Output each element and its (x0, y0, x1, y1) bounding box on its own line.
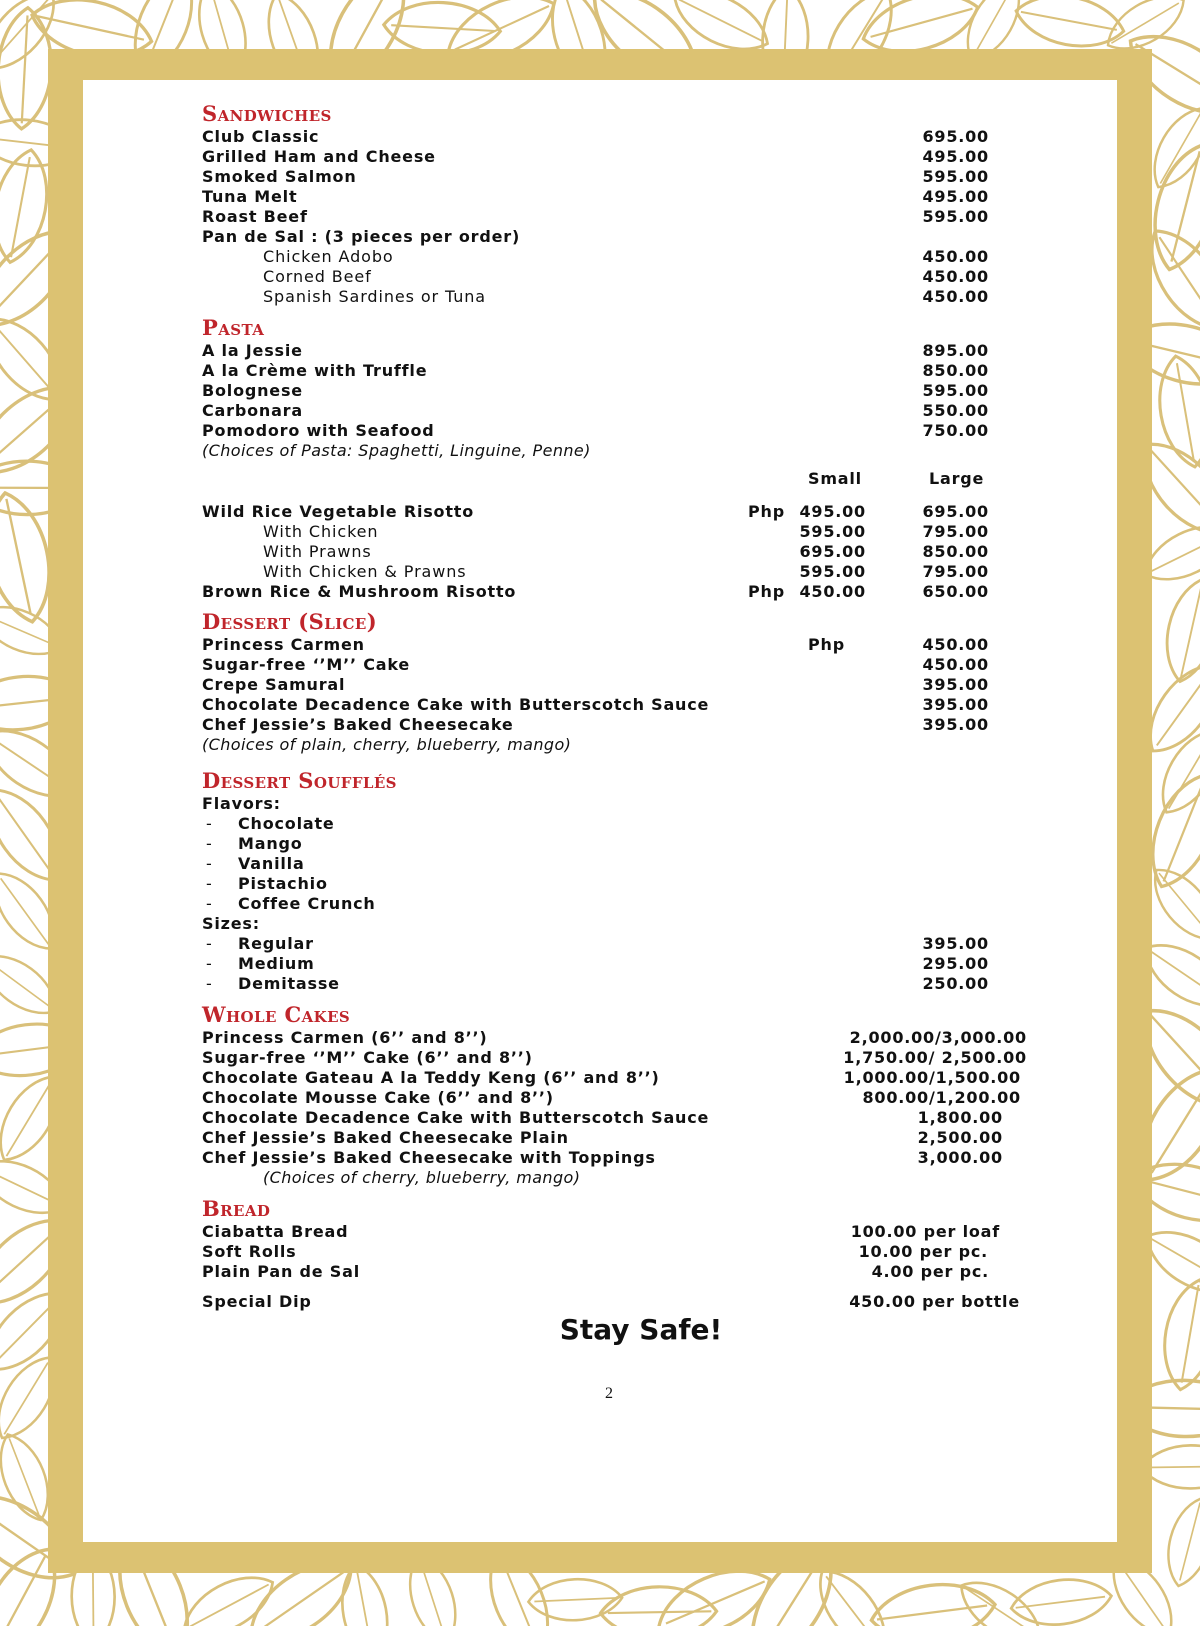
menu-item-name: Special Dip (202, 1292, 312, 1311)
menu-item-name: A la Jessie (202, 341, 303, 360)
menu-item-price: 295.00 (922, 954, 989, 973)
menu-item-name: Pan de Sal : (3 pieces per order) (202, 227, 521, 246)
menu-item-price: 450.00 (922, 267, 989, 286)
menu-item-price: 1,800.00 (917, 1108, 1003, 1127)
menu-item-price: 850.00 (922, 361, 989, 380)
menu-item-name: Pomodoro with Seafood (202, 421, 435, 440)
currency-label: Php (748, 582, 785, 601)
menu-item-price: 395.00 (922, 675, 989, 694)
menu-item-price: 10.00 per pc. (858, 1242, 988, 1261)
section-title-dessert-slice: Dessert (Slice) (202, 609, 378, 634)
menu-item-name: Chocolate Decadence Cake with Butterscotch Sauce (202, 695, 710, 714)
menu-item-price: 4.00 per pc. (871, 1262, 989, 1281)
list-dash: - (206, 814, 213, 833)
sizes-label: Sizes: (202, 914, 260, 933)
section-title-sandwiches: Sandwiches (202, 101, 332, 126)
flavors-label: Flavors: (202, 794, 281, 813)
list-dash: - (206, 974, 213, 993)
page-number: 2 (605, 1385, 613, 1402)
menu-item-name: Ciabatta Bread (202, 1222, 349, 1241)
menu-note: (Choices of Pasta: Spaghetti, Linguine, Penne) (202, 441, 591, 460)
menu-item-name: Chef Jessie’s Baked Cheesecake Plain (202, 1128, 569, 1147)
price-small: 695.00 (799, 542, 866, 561)
menu-item-name: Grilled Ham and Cheese (202, 147, 436, 166)
menu-item-price: 695.00 (922, 127, 989, 146)
list-dash: - (206, 834, 213, 853)
column-header-large: Large (929, 469, 985, 488)
menu-item-price: 450.00 (922, 635, 989, 654)
menu-item-name: Plain Pan de Sal (202, 1262, 360, 1281)
menu-item-name: Bolognese (202, 381, 303, 400)
menu-item-price: 250.00 (922, 974, 989, 993)
menu-subitem-name: Corned Beef (263, 267, 372, 286)
menu-item-price: 895.00 (922, 341, 989, 360)
menu-item-price: 1,750.00/ 2,500.00 (843, 1048, 1027, 1067)
price-large: 795.00 (922, 562, 989, 581)
menu-item-price: 750.00 (922, 421, 989, 440)
menu-item-name: Sugar-free ‘’M’’ Cake (6’’ and 8’’) (202, 1048, 533, 1067)
menu-item-name: Chef Jessie’s Baked Cheesecake with Toppings (202, 1148, 656, 1167)
menu-item-price: 2,000.00/3,000.00 (849, 1028, 1027, 1047)
list-dash: - (206, 934, 213, 953)
menu-note: (Choices of plain, cherry, blueberry, mango) (202, 735, 572, 754)
menu-subitem-name: Spanish Sardines or Tuna (263, 287, 487, 306)
menu-item-name: Princess Carmen (6’’ and 8’’) (202, 1028, 488, 1047)
menu-item-name: Soft Rolls (202, 1242, 297, 1261)
menu-item-price: 100.00 per loaf (850, 1222, 1000, 1241)
column-header-small: Small (808, 469, 862, 488)
section-title-bread: Bread (202, 1196, 271, 1221)
flavor-item: Vanilla (238, 854, 305, 873)
menu-item-name: Roast Beef (202, 207, 308, 226)
price-small: 495.00 (799, 502, 866, 521)
menu-item-price: 1,000.00/1,500.00 (843, 1068, 1021, 1087)
menu-item-price: 450.00 (922, 287, 989, 306)
menu-item-name: Crepe Samural (202, 675, 346, 694)
menu-item-price: 595.00 (922, 381, 989, 400)
currency-label: Php (808, 635, 845, 654)
menu-item-price: 595.00 (922, 167, 989, 186)
menu-item-price: 3,000.00 (917, 1148, 1003, 1167)
menu-item-price: 395.00 (922, 695, 989, 714)
currency-label: Php (748, 502, 785, 521)
flavor-item: Chocolate (238, 814, 335, 833)
flavor-item: Pistachio (238, 874, 328, 893)
menu-item-name: Tuna Melt (202, 187, 298, 206)
section-title-pasta: Pasta (202, 315, 265, 340)
price-small: 595.00 (799, 522, 866, 541)
price-large: 650.00 (922, 582, 989, 601)
stay-safe-message: Stay Safe! (559, 1313, 723, 1346)
price-large: 850.00 (922, 542, 989, 561)
menu-subitem-name: Chicken Adobo (263, 247, 394, 266)
menu-item-price: 450.00 (922, 247, 989, 266)
menu-subitem-name: With Prawns (263, 542, 372, 561)
list-dash: - (206, 954, 213, 973)
list-dash: - (206, 874, 213, 893)
menu-item-name: Club Classic (202, 127, 320, 146)
menu-item-price: 395.00 (922, 715, 989, 734)
menu-subitem-name: With Chicken (263, 522, 379, 541)
menu-item-name: Sugar-free ‘’M’’ Cake (202, 655, 411, 674)
menu-item-name: Wild Rice Vegetable Risotto (202, 502, 475, 521)
menu-item-name: Chocolate Gateau A la Teddy Keng (6’’ and 8’’) (202, 1068, 660, 1087)
section-title-whole-cakes: Whole Cakes (202, 1002, 351, 1027)
price-large: 795.00 (922, 522, 989, 541)
menu-item-name: Carbonara (202, 401, 303, 420)
price-small: 595.00 (799, 562, 866, 581)
list-dash: - (206, 894, 213, 913)
menu-item-price: 800.00/1,200.00 (862, 1088, 1021, 1107)
menu-item-price: 2,500.00 (917, 1128, 1003, 1147)
menu-item-name: A la Crème with Truffle (202, 361, 428, 380)
size-item: Regular (238, 934, 314, 953)
menu-item-price: 595.00 (922, 207, 989, 226)
menu-note: (Choices of cherry, blueberry, mango) (263, 1168, 581, 1187)
menu-item-name: Princess Carmen (202, 635, 365, 654)
menu-item-name: Chef Jessie’s Baked Cheesecake (202, 715, 514, 734)
menu-subitem-name: With Chicken & Prawns (263, 562, 467, 581)
price-large: 695.00 (922, 502, 989, 521)
section-title-dessert-souffles: Dessert Soufflés (202, 768, 397, 793)
menu-item-price: 550.00 (922, 401, 989, 420)
menu-item-name: Chocolate Decadence Cake with Butterscotch Sauce (202, 1108, 710, 1127)
flavor-item: Mango (238, 834, 303, 853)
flavor-item: Coffee Crunch (238, 894, 376, 913)
menu-item-price: 495.00 (922, 187, 989, 206)
price-small: 450.00 (799, 582, 866, 601)
menu-item-price: 495.00 (922, 147, 989, 166)
menu-item-price: 450.00 (922, 655, 989, 674)
menu-item-name: Smoked Salmon (202, 167, 357, 186)
list-dash: - (206, 854, 213, 873)
menu-item-price: 395.00 (922, 934, 989, 953)
menu-item-price: 450.00 per bottle (849, 1292, 1020, 1311)
menu-item-name: Chocolate Mousse Cake (6’’ and 8’’) (202, 1088, 554, 1107)
menu-item-name: Brown Rice & Mushroom Risotto (202, 582, 517, 601)
size-item: Demitasse (238, 974, 340, 993)
size-item: Medium (238, 954, 315, 973)
